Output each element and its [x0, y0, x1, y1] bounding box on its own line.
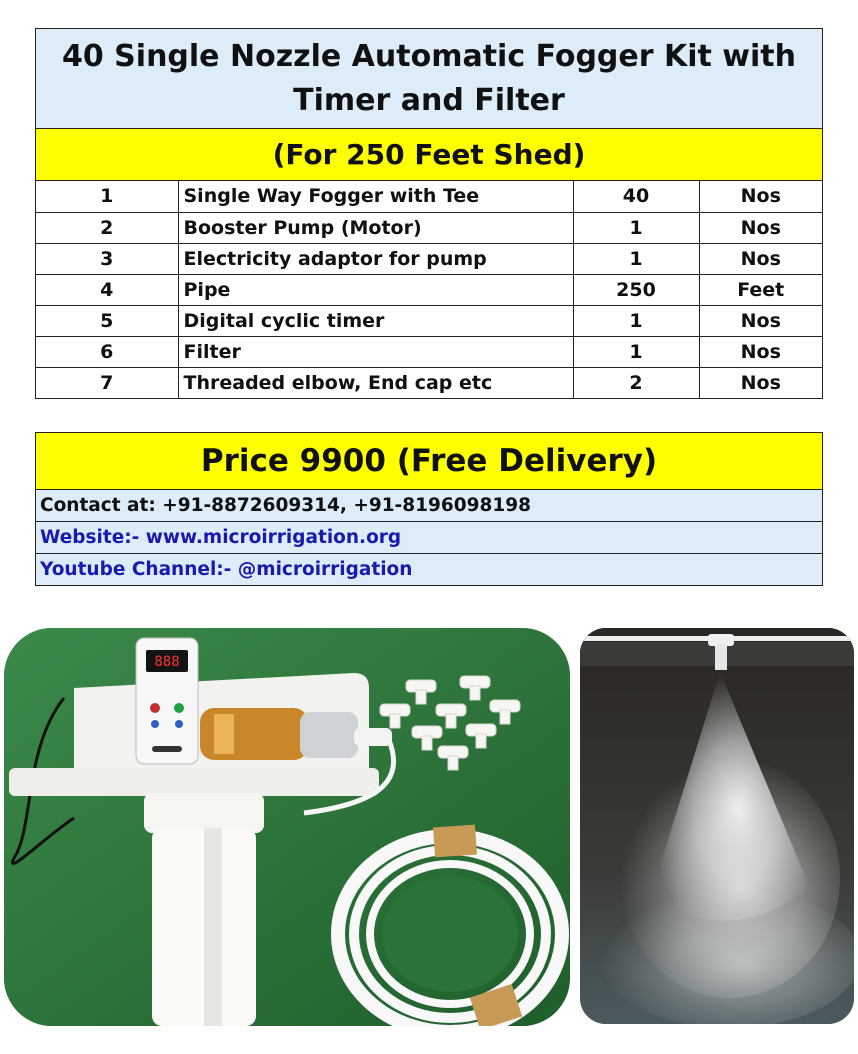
item-qty: 40 — [573, 181, 699, 212]
table-row — [36, 336, 822, 367]
item-qty: 1 — [573, 243, 699, 274]
table-row — [36, 274, 822, 305]
kit-table — [35, 28, 823, 399]
item-name: Digital cyclic timer — [178, 305, 573, 336]
price-box — [35, 432, 823, 586]
table-row — [36, 367, 822, 398]
item-name: Filter — [178, 336, 573, 367]
youtube-link[interactable]: Youtube Channel:- @microirrigation — [36, 553, 822, 585]
item-number: 1 — [100, 185, 114, 208]
fogging-photo — [580, 628, 854, 1024]
item-qty: 2 — [573, 367, 699, 398]
item-unit: Nos — [699, 212, 822, 243]
table-row — [36, 212, 822, 243]
item-name: Threaded elbow, End cap etc — [178, 367, 573, 398]
item-name: Single Way Fogger with Tee — [178, 181, 573, 212]
website-link[interactable]: Website:- www.microirrigation.org — [36, 521, 822, 553]
contact-line: Contact at: +91-8872609314, +91-8196098198 — [36, 489, 822, 521]
item-number: 7 — [36, 367, 178, 398]
price-banner: Price 9900 (Free Delivery) — [36, 433, 822, 489]
table-row — [36, 305, 822, 336]
table-row — [36, 181, 822, 212]
item-name: Electricity adaptor for pump — [178, 243, 573, 274]
item-qty: 1 — [573, 305, 699, 336]
item-unit: Feet — [699, 274, 822, 305]
item-unit: Nos — [699, 367, 822, 398]
item-unit: Nos — [699, 181, 822, 212]
item-qty: 250 — [573, 274, 699, 305]
item-unit: Nos — [699, 305, 822, 336]
kit-subtitle: (For 250 Feet Shed) — [36, 129, 822, 181]
item-number: 5 — [36, 305, 178, 336]
item-number: 6 — [36, 336, 178, 367]
item-qty: 1 — [573, 212, 699, 243]
items-table — [36, 181, 822, 398]
item-name: Booster Pump (Motor) — [178, 212, 573, 243]
item-name: Pipe — [178, 274, 573, 305]
item-number: 2 — [36, 212, 178, 243]
kit-product-photo — [4, 628, 570, 1026]
item-unit: Nos — [699, 336, 822, 367]
item-qty: 1 — [573, 336, 699, 367]
item-number: 3 — [36, 243, 178, 274]
kit-title: 40 Single Nozzle Automatic Fogger Kit with Timer and Filter — [36, 29, 822, 129]
timer-display: 888 — [154, 654, 180, 670]
table-row — [36, 243, 822, 274]
item-number: 4 — [36, 274, 178, 305]
item-unit: Nos — [699, 243, 822, 274]
